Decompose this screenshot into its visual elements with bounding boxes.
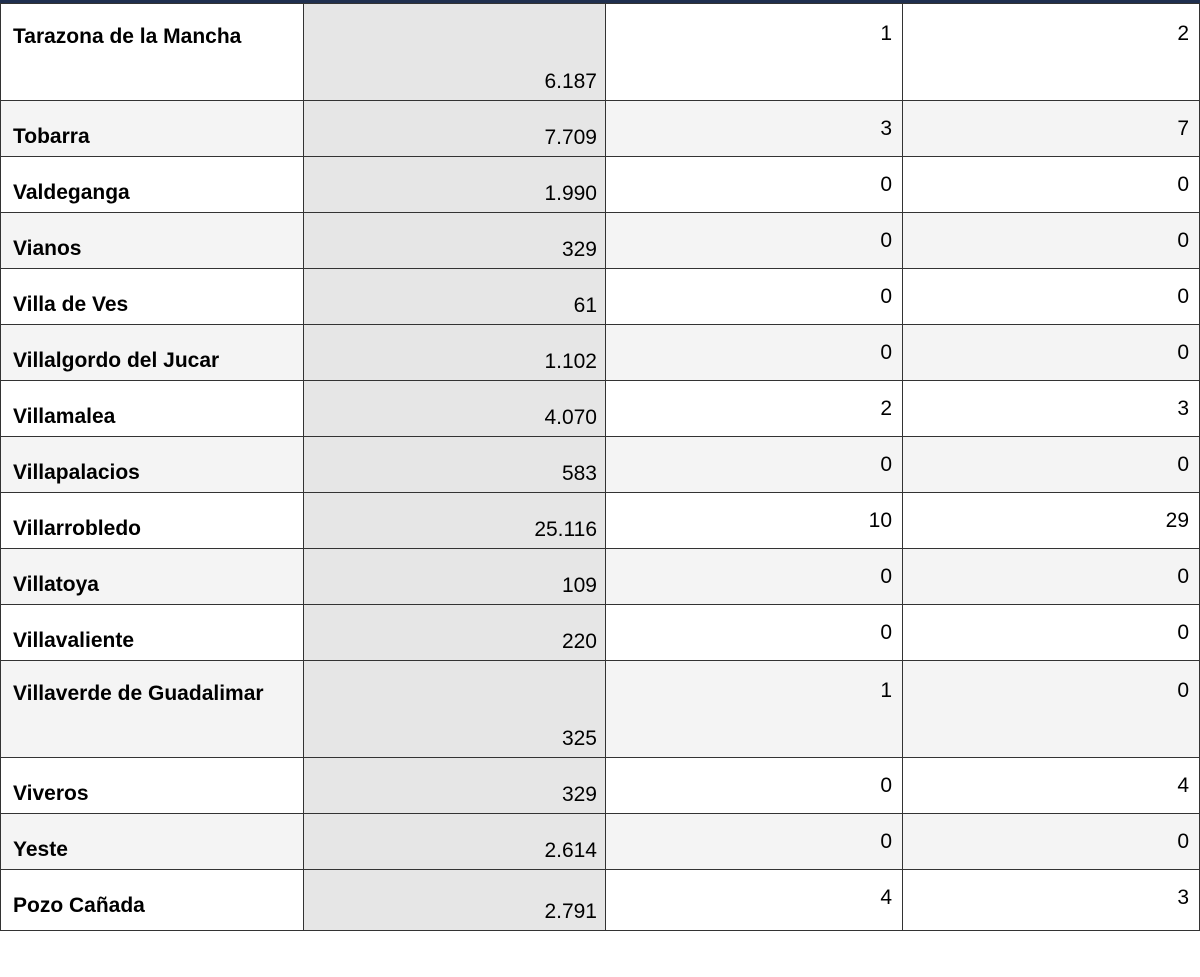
table-row [1, 213, 1200, 269]
municipality-cell: Pozo Cañada [1, 870, 304, 931]
value-cell: 29 [903, 493, 1200, 549]
value-cell: 3 [606, 101, 903, 157]
population-cell: 7.709 [304, 101, 606, 157]
municipality-cell: Villalgordo del Jucar [1, 325, 304, 381]
table-row [1, 101, 1200, 157]
table-row [1, 437, 1200, 493]
value-cell: 0 [606, 814, 903, 870]
value-cell: 3 [903, 870, 1200, 931]
population-cell: 1.990 [304, 157, 606, 213]
population-cell: 1.102 [304, 325, 606, 381]
table-row [1, 4, 1200, 101]
table-row [1, 870, 1200, 931]
value-cell: 4 [606, 870, 903, 931]
population-cell: 2.791 [304, 870, 606, 931]
municipality-cell: Yeste [1, 814, 304, 870]
value-cell: 1 [606, 4, 903, 101]
value-cell: 0 [903, 661, 1200, 758]
value-cell: 3 [903, 381, 1200, 437]
value-cell: 0 [606, 549, 903, 605]
table-row [1, 493, 1200, 549]
value-cell: 1 [606, 661, 903, 758]
value-cell: 10 [606, 493, 903, 549]
municipality-cell: Tobarra [1, 101, 304, 157]
table-row [1, 661, 1200, 758]
municipality-cell: Tarazona de la Mancha [1, 4, 304, 101]
municipality-cell: Valdeganga [1, 157, 304, 213]
municipality-cell: Villatoya [1, 549, 304, 605]
value-cell: 0 [606, 157, 903, 213]
population-cell: 329 [304, 213, 606, 269]
table-row [1, 605, 1200, 661]
value-cell: 0 [606, 325, 903, 381]
table-row [1, 549, 1200, 605]
municipality-cell: Villapalacios [1, 437, 304, 493]
municipality-cell: Vianos [1, 213, 304, 269]
municipality-cell: Villavaliente [1, 605, 304, 661]
municipality-cell: Villa de Ves [1, 269, 304, 325]
value-cell: 0 [903, 437, 1200, 493]
value-cell: 2 [903, 4, 1200, 101]
value-cell: 0 [903, 269, 1200, 325]
value-cell: 0 [606, 269, 903, 325]
value-cell: 0 [606, 213, 903, 269]
value-cell: 0 [606, 758, 903, 814]
value-cell: 2 [606, 381, 903, 437]
table-row [1, 814, 1200, 870]
value-cell: 0 [606, 437, 903, 493]
value-cell: 7 [903, 101, 1200, 157]
municipality-cell: Viveros [1, 758, 304, 814]
municipality-table [0, 3, 1200, 931]
population-cell: 25.116 [304, 493, 606, 549]
municipality-cell: Villamalea [1, 381, 304, 437]
table-row [1, 157, 1200, 213]
population-cell: 109 [304, 549, 606, 605]
value-cell: 0 [606, 605, 903, 661]
population-cell: 4.070 [304, 381, 606, 437]
table-row [1, 325, 1200, 381]
population-cell: 220 [304, 605, 606, 661]
value-cell: 0 [903, 157, 1200, 213]
table-row [1, 381, 1200, 437]
table-row [1, 269, 1200, 325]
population-cell: 329 [304, 758, 606, 814]
population-cell: 583 [304, 437, 606, 493]
value-cell: 0 [903, 325, 1200, 381]
municipality-cell: Villarrobledo [1, 493, 304, 549]
value-cell: 0 [903, 549, 1200, 605]
population-cell: 61 [304, 269, 606, 325]
population-cell: 325 [304, 661, 606, 758]
value-cell: 0 [903, 213, 1200, 269]
population-cell: 2.614 [304, 814, 606, 870]
value-cell: 0 [903, 605, 1200, 661]
municipality-cell: Villaverde de Guadalimar [1, 661, 304, 758]
table-row [1, 758, 1200, 814]
population-cell: 6.187 [304, 4, 606, 101]
value-cell: 0 [903, 814, 1200, 870]
value-cell: 4 [903, 758, 1200, 814]
